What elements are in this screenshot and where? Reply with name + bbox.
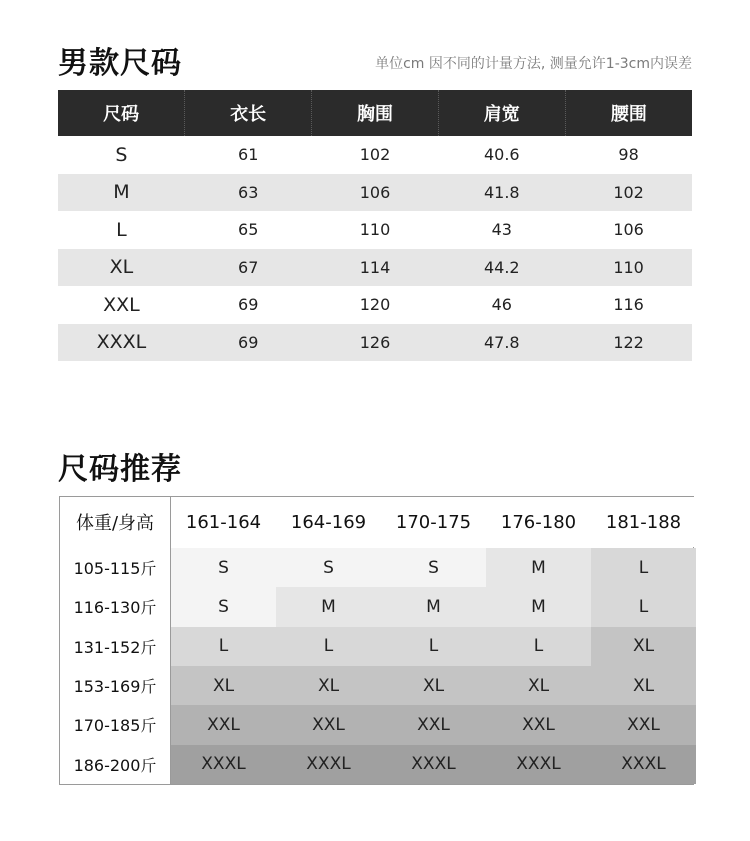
measurement-note: 单位cm 因不同的计量方法, 测量允许1-3cm内误差 <box>375 56 692 72</box>
recommended-size-cell: M <box>276 587 381 626</box>
measurement-cell: 120 <box>359 295 391 315</box>
height-header: 176-180 <box>486 497 591 547</box>
recommended-size-cell: XL <box>381 666 486 705</box>
header-size: 尺码 <box>58 90 185 136</box>
size-recommendation-title: 尺码推荐 <box>58 452 182 487</box>
measurement-cell: 69 <box>185 324 312 362</box>
recommended-size-cell: XXL <box>486 705 591 744</box>
recommended-size-cell: L <box>591 587 696 626</box>
measurement-cell: 102 <box>565 174 692 212</box>
height-header: 161-164 <box>171 497 276 547</box>
recommended-size-cell: M <box>486 548 591 587</box>
recommended-size-cell: S <box>276 548 381 587</box>
size-label-cell: XXXL <box>58 324 185 362</box>
recommended-size-cell: XXXL <box>381 745 486 784</box>
weight-label: 170-185斤 <box>60 705 170 744</box>
height-header: 170-175 <box>381 497 486 547</box>
header-waist: 腰围 <box>565 90 692 136</box>
measurement-cell: 110 <box>359 220 391 240</box>
recommended-size-cell: S <box>171 587 276 626</box>
weight-label: 116-130斤 <box>60 587 170 626</box>
measurement-cell: 63 <box>185 174 312 212</box>
recommended-size-cell: L <box>486 627 591 666</box>
size-label-cell: S <box>115 143 128 166</box>
recommended-size-cell: S <box>171 548 276 587</box>
size-label-cell: XXL <box>103 293 140 316</box>
recommended-size-cell: XXL <box>381 705 486 744</box>
measurement-cell: 44.2 <box>438 249 565 287</box>
size-chart-title: 男款尺码 <box>58 46 182 81</box>
recommended-size-cell: XXXL <box>276 745 381 784</box>
measurement-cell: 67 <box>185 249 312 287</box>
size-chart-header-row <box>58 90 692 136</box>
recommended-size-cell: XXL <box>276 705 381 744</box>
recommended-size-cell: XXL <box>591 705 696 744</box>
measurement-cell: 98 <box>618 145 639 165</box>
measurement-cell: 47.8 <box>438 324 565 362</box>
weight-label: 153-169斤 <box>60 666 170 705</box>
measurement-cell: 106 <box>312 174 439 212</box>
recommended-size-cell: M <box>486 587 591 626</box>
recommended-size-cell: L <box>381 627 486 666</box>
size-row <box>58 174 692 212</box>
recommended-size-cell: XXL <box>171 705 276 744</box>
recommended-size-cell: L <box>171 627 276 666</box>
header-chest: 胸围 <box>312 90 439 136</box>
weight-label: 131-152斤 <box>60 627 170 666</box>
size-chart-table <box>58 90 692 361</box>
measurement-cell: 40.6 <box>483 145 520 165</box>
measurement-cell: 61 <box>238 145 259 165</box>
recommended-size-cell: XL <box>591 666 696 705</box>
size-row <box>58 211 692 249</box>
measurement-cell: 122 <box>565 324 692 362</box>
recommended-size-cell: XL <box>171 666 276 705</box>
label-column-divider <box>170 497 171 784</box>
size-recommendation-grid <box>59 496 694 785</box>
recommended-size-cell: S <box>381 548 486 587</box>
measurement-cell: 110 <box>565 249 692 287</box>
header-length: 衣长 <box>185 90 312 136</box>
measurement-cell: 126 <box>312 324 439 362</box>
measurement-cell: 41.8 <box>438 174 565 212</box>
weight-label: 186-200斤 <box>60 745 170 784</box>
corner-label: 体重/身高 <box>60 497 170 547</box>
measurement-cell: 46 <box>491 295 512 315</box>
recommended-size-cell: XL <box>276 666 381 705</box>
size-row <box>58 286 692 324</box>
size-label-cell: L <box>116 218 127 241</box>
recommended-size-cell: L <box>276 627 381 666</box>
measurement-cell: 116 <box>613 295 644 315</box>
recommended-size-cell: L <box>591 548 696 587</box>
header-shoulder: 肩宽 <box>438 90 565 136</box>
recommended-size-cell: XXXL <box>486 745 591 784</box>
size-label-cell: XL <box>58 249 185 287</box>
recommended-size-cell: XXXL <box>591 745 696 784</box>
measurement-cell: 114 <box>312 249 439 287</box>
measurement-cell: 102 <box>359 145 391 165</box>
size-label-cell: M <box>58 174 185 212</box>
size-row <box>58 324 692 362</box>
recommended-size-cell: M <box>381 587 486 626</box>
height-header: 164-169 <box>276 497 381 547</box>
height-header: 181-188 <box>591 497 696 547</box>
size-row <box>58 249 692 287</box>
recommended-size-cell: XL <box>591 627 696 666</box>
measurement-cell: 69 <box>238 295 259 315</box>
measurement-cell: 65 <box>238 220 259 240</box>
measurement-cell: 106 <box>613 220 644 240</box>
recommended-size-cell: XL <box>486 666 591 705</box>
weight-label: 105-115斤 <box>60 548 170 587</box>
measurement-cell: 43 <box>491 220 512 240</box>
size-row <box>58 136 692 174</box>
recommended-size-cell: XXXL <box>171 745 276 784</box>
